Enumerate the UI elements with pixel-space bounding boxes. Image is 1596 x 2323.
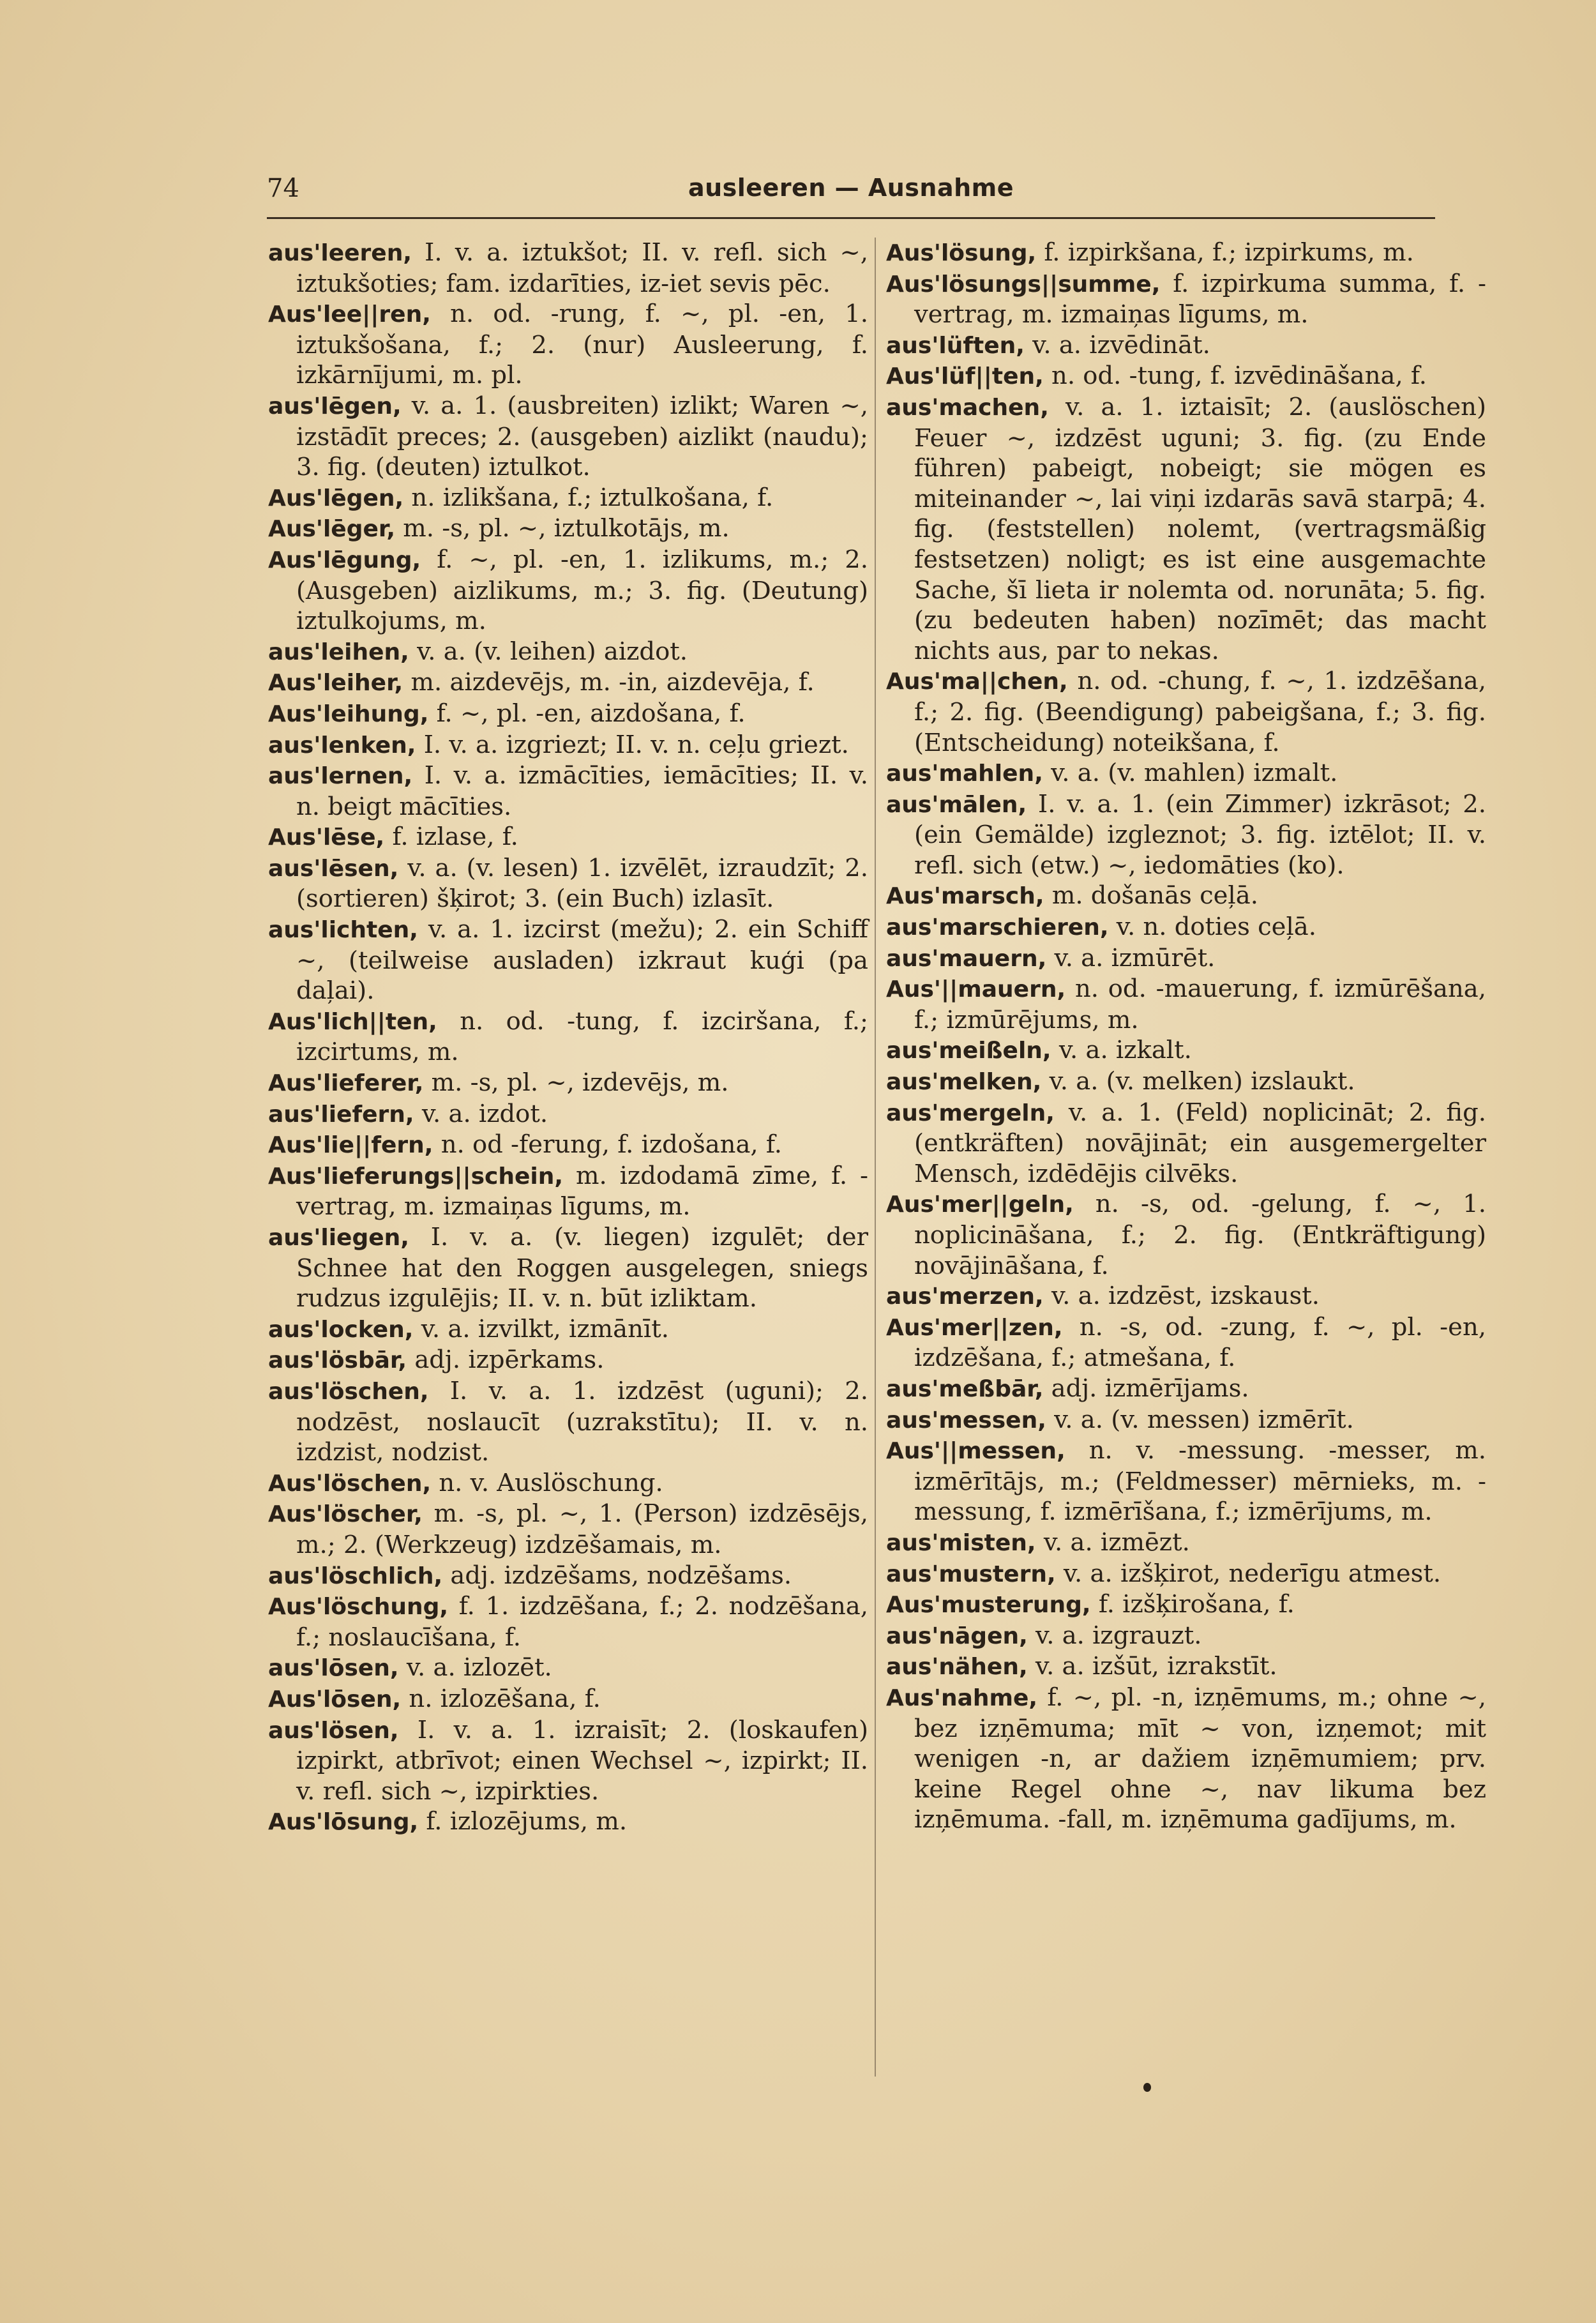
dictionary-entry [268, 1130, 868, 1161]
headword: aus'melken, [886, 1069, 1042, 1096]
definition: I. v. a. (v. liegen) izgulēt; der Schnee hat den Roggen ausgelegen, sniegs rudzus izgulējis; II. v. n. būt izliktam. [296, 1223, 868, 1313]
headword: aus'mustern, [886, 1561, 1056, 1587]
definition: v. a. (v. lesen) 1. izvēlēt, izraudzīt; 2. (sortieren) šķirot; 3. (ein Buch) izlasīt. [296, 853, 868, 914]
dictionary-entry [268, 1099, 868, 1130]
headword: Aus'lēger, [268, 516, 396, 543]
definition: v. a. (v. melken) izslaukt. [1041, 1067, 1355, 1096]
headword: Aus'lieferungs||schein, [268, 1163, 564, 1190]
dictionary-entry [268, 853, 868, 914]
definition: v. a. izvēdināt. [1024, 330, 1210, 359]
dictionary-entry [268, 1345, 868, 1376]
headword: Aus'||messen, [886, 1438, 1065, 1465]
definition: m. došanās ceļā. [1044, 881, 1258, 911]
headword: Aus'lēse, [268, 824, 385, 851]
definition: I. v. a. 1. izdzēst (uguni); 2. nodzēst, noslaucīt (uzrakstītu); II. v. n. izdzist, nodzist. [296, 1376, 868, 1467]
dictionary-entry [268, 1806, 868, 1838]
headword: Aus'mer||geln, [886, 1192, 1074, 1218]
headword: aus'lēsen, [268, 855, 399, 882]
dictionary-entry [886, 974, 1486, 1035]
dictionary-entry [886, 1559, 1486, 1590]
headword: aus'misten, [886, 1529, 1036, 1556]
page-number: 74 [267, 174, 299, 203]
headword: aus'locken, [268, 1316, 414, 1343]
definition: adj. izmērījams. [1043, 1373, 1249, 1403]
definition: v. a. 1. iztaisīt; 2. (auslöschen) Feuer ~, izdzēst uguni; 3. fig. (zu Ende führen) pabeigt, nobeigt; sie mögen es miteinander ~, lai viņi izdarās savā starpā; 4. fig. (feststellen) nolemt, (vertragsmäßig festsetzen) noligt; es ist eine ausgemachte Sache, šī lieta ir nolemta od. norunāta; 5. fig. (zu bedeuten haben) nozīmēt; das macht nichts aus, par to nekas. [914, 392, 1486, 665]
dictionary-entry [886, 1683, 1486, 1835]
dictionary-entry [268, 1314, 868, 1345]
dictionary-entry [268, 1499, 868, 1560]
dictionary-entry [268, 299, 868, 391]
definition: f. izlase, f. [384, 822, 518, 852]
definition: v. a. izšķirot, nederīgu atmest. [1055, 1559, 1442, 1588]
dictionary-entry [268, 513, 868, 545]
headword: Aus'lēgung, [268, 547, 421, 573]
headword: Aus'||mauern, [886, 976, 1066, 1003]
headword: Aus'lich||ten, [268, 1008, 437, 1035]
dictionary-entry [268, 1376, 868, 1468]
definition: I. v. a. iztukšot; II. v. refl. sich ~, iztukšoties; fam. izdarīties, iz-iet sevis pēc. [296, 238, 868, 298]
headword: aus'mahlen, [886, 760, 1043, 787]
definition: n. od. -rung, f. ~, pl. -en, 1. iztukšošana, f.; 2. (nur) Ausleerung, f. izkārnījumi, m. pl. [296, 299, 868, 390]
definition: f. izlozējums, m. [418, 1807, 628, 1836]
dictionary-entry [268, 1006, 868, 1068]
definition: f. izpirkuma summa, f. -vertrag, m. izmaiņas līgums, m. [914, 269, 1486, 329]
definition: m. izdodamā zīme, f. -vertrag, m. izmaiņas līgums, m. [296, 1161, 868, 1222]
headword: Aus'lösung, [886, 240, 1037, 266]
headword: aus'lenken, [268, 732, 416, 759]
headword: aus'merzen, [886, 1283, 1044, 1310]
headword: Aus'löschen, [268, 1470, 432, 1497]
headword: Aus'lōsung, [268, 1809, 419, 1836]
page-header [267, 174, 1435, 212]
headword: aus'meißeln, [886, 1038, 1051, 1064]
headword: aus'liefern, [268, 1101, 414, 1128]
definition: adj. izdzēšams, nodzēšams. [442, 1561, 792, 1590]
definition: v. a. izlozēt. [398, 1653, 552, 1683]
dictionary-entry [886, 912, 1486, 943]
definition: m. -s, pl. ~, izdevējs, m. [423, 1068, 729, 1098]
dictionary-entry [886, 789, 1486, 881]
headword: Aus'lōsen, [268, 1686, 402, 1713]
dictionary-entry [886, 1651, 1486, 1683]
column-divider [875, 238, 876, 2077]
dictionary-entry [268, 699, 868, 730]
dictionary-entry [268, 1715, 868, 1807]
definition: I. v. a. izgriezt; II. v. n. ceļu griezt. [416, 730, 849, 759]
dictionary-entry [886, 1435, 1486, 1527]
definition: n. od. -tung, f. izvēdināšana, f. [1043, 361, 1427, 391]
dictionary-entry [886, 330, 1486, 361]
headword: aus'leeren, [268, 240, 412, 266]
definition: v. a. (v. leihen) aizdot. [409, 637, 688, 666]
headword: Aus'leiher, [268, 670, 403, 697]
headword: Aus'lie||fern, [268, 1132, 433, 1159]
definition: f. ~, pl. -en, 1. izlikums, m.; 2. (Ausgeben) aizlikums, m.; 3. fig. (Deutung) iztulkojums, m. [296, 545, 868, 636]
headword: Aus'lieferer, [268, 1070, 424, 1097]
definition: n. od -ferung, f. izdošana, f. [433, 1130, 783, 1160]
dictionary-entry [886, 1589, 1486, 1621]
dictionary-entry [268, 822, 868, 853]
headword: aus'löschlich, [268, 1563, 443, 1589]
definition: v. a. izdzēst, izskaust. [1043, 1282, 1320, 1311]
headword: aus'mauern, [886, 945, 1047, 972]
headword: aus'lüften, [886, 332, 1025, 359]
dictionary-entry [268, 391, 868, 483]
definition: v. a. izdot. [414, 1099, 548, 1128]
dictionary-entry [886, 1621, 1486, 1652]
headword: Aus'leihung, [268, 700, 429, 727]
dictionary-entry [268, 483, 868, 514]
definition: f. ~, pl. -en, aizdošana, f. [428, 699, 746, 728]
definition: n. -s, od. -gelung, f. ~, 1. noplicināšana, f.; 2. fig. (Entkräftigung) novājināšana, f. [914, 1190, 1486, 1280]
dictionary-entry [886, 943, 1486, 974]
headword: aus'nāgen, [886, 1623, 1028, 1649]
definition: m. aizdevējs, m. -in, aizdevēja, f. [403, 668, 815, 697]
headword: aus'marschieren, [886, 914, 1109, 941]
dictionary-entry [886, 269, 1486, 330]
definition: n. izlikšana, f.; iztulkošana, f. [403, 483, 774, 512]
headword: Aus'lüf||ten, [886, 363, 1044, 390]
definition: n. v. Auslöschung. [431, 1468, 663, 1497]
headword: Aus'lösungs||summe, [886, 271, 1161, 298]
definition: I. v. a. izmācīties, iemācīties; II. v. n. beigt mācīties. [296, 761, 868, 821]
right-column [886, 238, 1486, 1835]
headword: aus'lichten, [268, 917, 418, 944]
dictionary-entry [268, 637, 868, 668]
dictionary-entry [886, 1066, 1486, 1098]
headword: aus'meßbār, [886, 1375, 1044, 1402]
definition: n. od. -mauerung, f. izmūrēšana, f.; izmūrējums, m. [914, 974, 1486, 1034]
headword: aus'nähen, [886, 1654, 1028, 1681]
dictionary-entry [268, 1222, 868, 1314]
dictionary-entry [886, 392, 1486, 666]
headword: aus'machen, [886, 394, 1049, 421]
headword: Aus'musterung, [886, 1592, 1091, 1619]
headword: Aus'löscher, [268, 1501, 423, 1528]
dictionary-entry [268, 730, 868, 761]
definition: v. a. izvilkt, izmānīt. [413, 1314, 669, 1343]
dictionary-entry [886, 666, 1486, 758]
running-head: ausleeren — Ausnahme [688, 174, 1014, 202]
definition: n. od. -chung, f. ~, 1. izdzēšana, f.; 2. fig. (Beendigung) pabeigšana, f.; 3. fig. (Entscheidung) noteikšana, f. [914, 667, 1486, 757]
headword: Aus'mer||zen, [886, 1314, 1063, 1341]
definition: v. n. doties ceļā. [1108, 912, 1316, 942]
dictionary-entry [886, 1035, 1486, 1066]
dictionary-entry [886, 238, 1486, 269]
headword: aus'mālen, [886, 791, 1027, 818]
definition: v. a. izmēzt. [1035, 1527, 1190, 1557]
dictionary-entry [886, 1527, 1486, 1559]
headword: Aus'nahme, [886, 1684, 1038, 1711]
dictionary-entry [886, 1312, 1486, 1373]
dictionary-entry [268, 1591, 868, 1653]
definition: v. a. (v. messen) izmērīt. [1046, 1405, 1354, 1434]
dictionary-entry [268, 1468, 868, 1499]
definition: n. od. -tung, f. izciršana, f.; izcirtums, m. [296, 1006, 868, 1067]
definition: v. a. izmūrēt. [1046, 943, 1216, 972]
dictionary-entry [886, 1098, 1486, 1190]
footer-dot [1143, 2083, 1151, 2092]
dictionary-entry [886, 361, 1486, 392]
dictionary-entry [268, 1161, 868, 1222]
definition: I. v. a. 1. izraisīt; 2. (loskaufen) izpirkt, atbrīvot; einen Wechsel ~, izpirkt; II. v. refl. sich ~, izpirkties. [296, 1715, 868, 1806]
dictionary-entry [886, 1189, 1486, 1281]
definition: v. a. izgrauzt. [1027, 1621, 1202, 1650]
dictionary-entry [886, 1373, 1486, 1405]
headword: aus'lösen, [268, 1717, 399, 1744]
headword: aus'lernen, [268, 763, 413, 790]
definition: n. -s, od. -zung, f. ~, pl. -en, izdzēšana, f.; atmešana, f. [914, 1312, 1486, 1373]
dictionary-entry [268, 1561, 868, 1592]
headword: Aus'marsch, [886, 883, 1044, 910]
definition: m. -s, pl. ~, iztulkotājs, m. [395, 514, 730, 543]
definition: f. izpirkšana, f.; izpirkums, m. [1036, 238, 1414, 267]
dictionary-entry [268, 1068, 868, 1099]
headword: Aus'lēgen, [268, 485, 404, 511]
dictionary-entry [268, 238, 868, 299]
definition: f. izšķirošana, f. [1090, 1590, 1295, 1619]
header-rule [267, 217, 1435, 219]
dictionary-entry [886, 1405, 1486, 1436]
headword: aus'lösbār, [268, 1347, 407, 1374]
dictionary-entry [886, 1281, 1486, 1312]
definition: v. a. 1. izcirst (mežu); 2. ein Schiff ~, (teilweise ausladen) izkraut kuģi (pa daļai). [296, 915, 868, 1006]
headword: Aus'löschung, [268, 1594, 449, 1621]
headword: aus'messen, [886, 1407, 1046, 1434]
headword: aus'liegen, [268, 1225, 409, 1251]
dictionary-entry [268, 667, 868, 699]
definition: n. v. -messung. -messer, m. izmērītājs, m.; (Feldmesser) mērnieks, m. -messung, f. izmērīšana, f.; izmērījums, m. [914, 1436, 1486, 1527]
left-column [268, 238, 868, 1838]
dictionary-entry [268, 545, 868, 637]
dictionary-entry [268, 760, 868, 822]
headword: aus'lōsen, [268, 1655, 399, 1682]
definition: v. a. 1. (Feld) noplicināt; 2. fig. (entkräften) novājināt; ein ausgemergelter Mensch, izdēdējis cilvēks. [914, 1098, 1486, 1188]
definition: v. a. izkalt. [1051, 1036, 1192, 1065]
definition: n. izlozēšana, f. [401, 1684, 601, 1713]
definition: m. -s, pl. ~, 1. (Person) izdzēsējs, m.; 2. (Werkzeug) izdzēšamais, m. [296, 1499, 868, 1559]
dictionary-entry [886, 758, 1486, 789]
definition: f. 1. izdzēšana, f.; 2. nodzēšana, f.; noslaucīšana, f. [296, 1592, 868, 1652]
dictionary-entry [268, 1653, 868, 1684]
headword: aus'leihen, [268, 639, 409, 665]
definition: v. a. izšūt, izrakstīt. [1027, 1652, 1277, 1681]
dictionary-entry [268, 914, 868, 1006]
headword: aus'lēgen, [268, 393, 402, 420]
definition: I. v. a. 1. (ein Zimmer) izkrāsot; 2. (ein Gemälde) izgleznot; 3. fig. iztēlot; II. v. refl. sich (etw.) ~, iedomāties (ko). [914, 789, 1486, 880]
definition: adj. izpērkams. [407, 1345, 605, 1375]
headword: aus'löschen, [268, 1378, 429, 1405]
definition: f. ~, pl. -n, izņēmums, m.; ohne ~, bez izņēmuma; mīt ~ von, izņemot; mit wenigen -n, ar dažiem izņēmumiem; prv. keine Regel ohne ~, nav likuma bez izņēmuma. -fall, m. izņēmuma gadījums, m. [914, 1683, 1486, 1835]
dictionary-entry [268, 1684, 868, 1715]
headword: Aus'ma||chen, [886, 669, 1068, 695]
headword: Aus'lee||ren, [268, 301, 431, 328]
headword: aus'mergeln, [886, 1100, 1055, 1126]
definition: v. a. (v. mahlen) izmalt. [1043, 759, 1338, 788]
definition: v. a. 1. (ausbreiten) izlikt; Waren ~, izstādīt preces; 2. (ausgeben) aizlikt (naudu); 3. fig. (deuten) iztulkot. [296, 391, 868, 482]
dictionary-entry [886, 881, 1486, 912]
